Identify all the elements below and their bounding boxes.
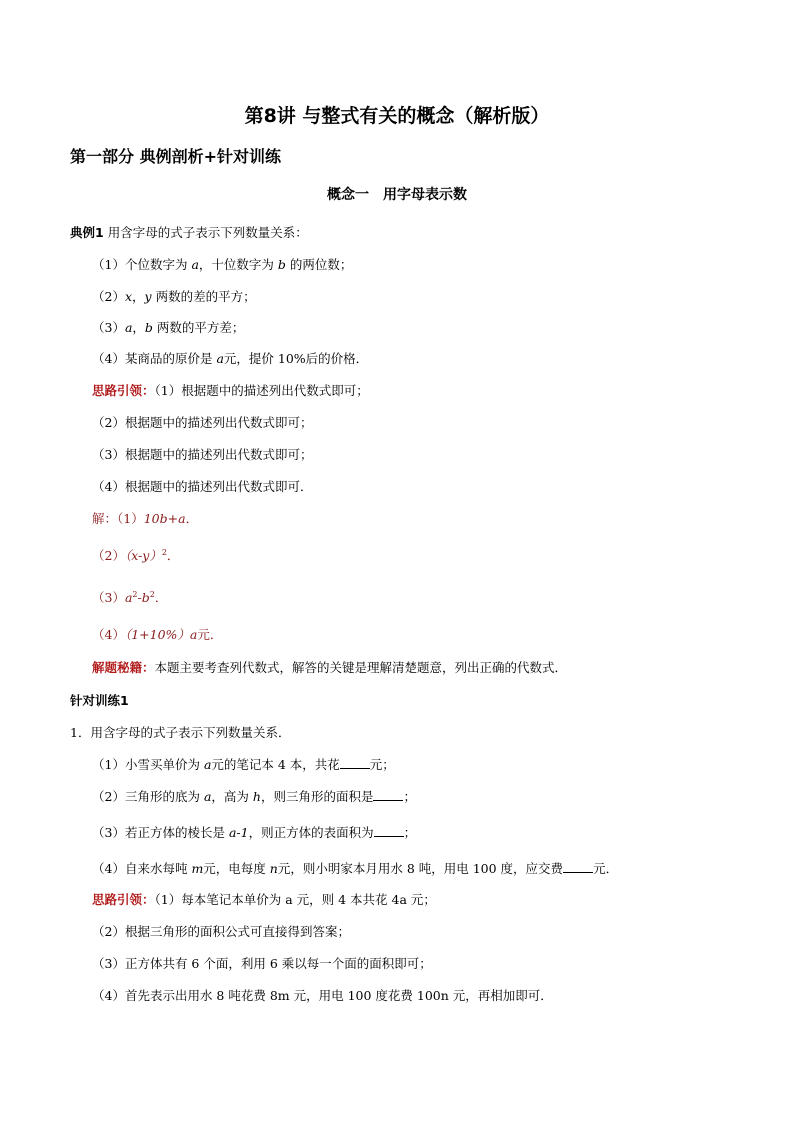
training-question: 1．用含字母的式子表示下列数量关系． bbox=[70, 725, 291, 740]
example-hint-3: （3）根据题中的描述列出代数式即可； bbox=[92, 447, 313, 462]
solution-1: 解：（1）10b+a． bbox=[92, 511, 199, 526]
training-item-3: （3）若正方体的棱长是 a-1，则正方体的表面积为 ； bbox=[92, 825, 417, 840]
example-prompt bbox=[70, 225, 308, 241]
secret-note: 解题秘籍：本题主要考查列代数式，解答的关键是理解清楚题意，列出正确的代数式． bbox=[92, 660, 568, 675]
example-hint-4: （4）根据题中的描述列出代数式即可． bbox=[92, 479, 313, 494]
hint-label: 思路引领： bbox=[92, 383, 155, 398]
answer-blank[interactable] bbox=[340, 756, 370, 769]
training-heading: 针对训练1 bbox=[70, 693, 129, 708]
example-hint-1: 思路引领：（1）根据题中的描述列出代数式即可； bbox=[92, 383, 369, 398]
example-item-3: （3）a，b 两数的平方差； bbox=[92, 320, 245, 335]
training-item-4: （4）自来水每吨 m元，电每度 n元，则小明家本月用水 8 吨，用电 100 度，应交费 元． bbox=[92, 861, 619, 876]
answer-blank[interactable] bbox=[374, 824, 404, 837]
solution-label: 解： bbox=[92, 511, 118, 526]
page-title: 第8讲 与整式有关的概念（解析版） bbox=[244, 105, 550, 127]
example-prompt-text: 用含字母的式子表示下列数量关系： bbox=[107, 225, 308, 240]
hint-label: 思路引领： bbox=[92, 892, 155, 907]
training-item-1: （1）小雪买单价为 a元的笔记本 4 本，共花 元； bbox=[92, 757, 395, 772]
solution-4: （4）（1+10%）a元． bbox=[92, 627, 223, 642]
training-hint-1: 思路引领：（1）每本笔记本单价为 a 元，则 4 本共花 4a 元； bbox=[92, 892, 436, 907]
training-hint-4: （4）首先表示出用水 8 吨花费 8m 元，用电 100 度花费 100n 元，再相加即可． bbox=[92, 988, 553, 1003]
answer-blank[interactable] bbox=[373, 788, 403, 801]
example-label: 典例1 bbox=[70, 225, 104, 240]
part-heading: 第一部分 典例剖析+针对训练 bbox=[70, 147, 281, 166]
answer-blank[interactable] bbox=[563, 860, 593, 873]
example-hint-2: （2）根据题中的描述列出代数式即可； bbox=[92, 415, 313, 430]
training-item-2: （2）三角形的底为 a，高为 h，则三角形的面积是 ； bbox=[92, 789, 416, 804]
example-item-2: （2）x，y 两数的差的平方； bbox=[92, 289, 256, 304]
concept-heading: 概念一 用字母表示数 bbox=[327, 187, 467, 203]
example-item-1: （1）个位数字为 a，十位数字为 b 的两位数； bbox=[92, 257, 353, 272]
training-hint-3: （3）正方体共有 6 个面，利用 6 乘以每一个面的面积即可； bbox=[92, 956, 432, 971]
secret-label: 解题秘籍： bbox=[92, 660, 155, 675]
solution-3: $(3)a^2-b^2$． bbox=[92, 589, 168, 605]
solution-2: $(2)(x-y)^2$． bbox=[92, 547, 180, 563]
training-hint-2: （2）根据三角形的面积公式可直接得到答案； bbox=[92, 924, 350, 939]
example-item-4: （4）某商品的原价是 a元，提价 10%后的价格． bbox=[92, 351, 369, 366]
